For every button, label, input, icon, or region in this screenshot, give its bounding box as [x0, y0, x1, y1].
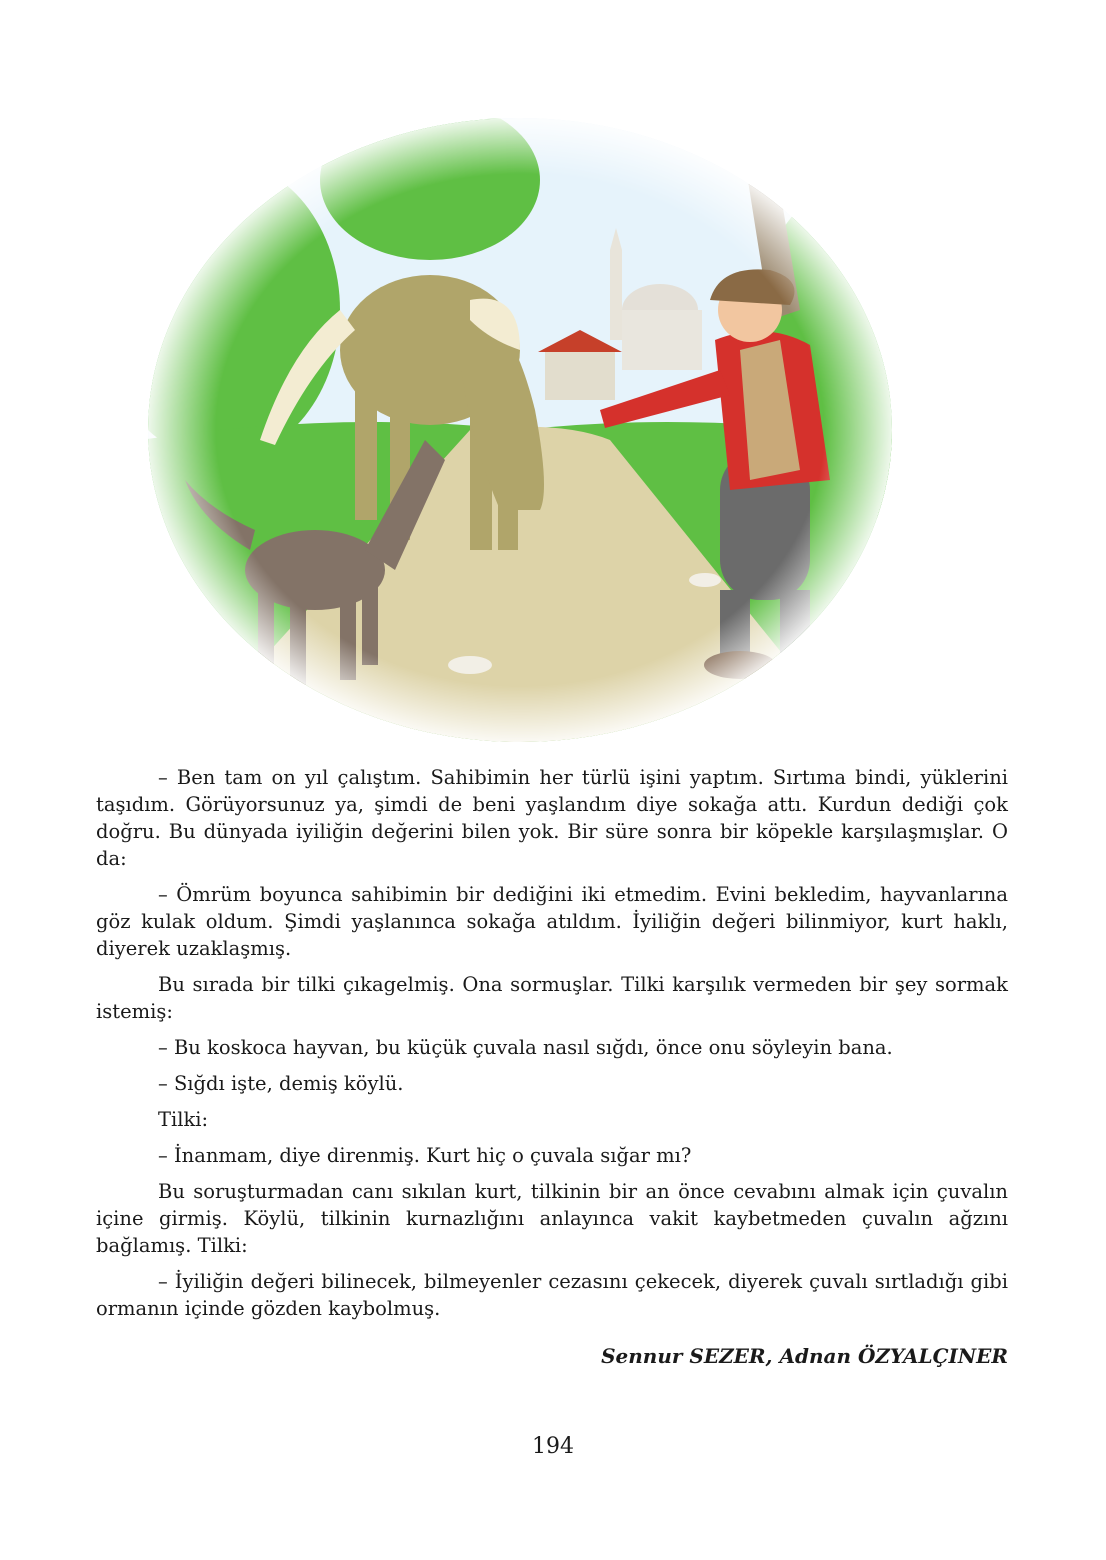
story-paragraph: Tilki: [158, 1108, 209, 1131]
page-number: 194 [532, 1434, 574, 1459]
story-illustration [140, 110, 900, 750]
story-text [96, 764, 1008, 1322]
story-paragraph: Bu soruşturmadan canı sıkılan kurt, tilkinin bir an önce cevabını almak için çuvalın içine girmiş. Köylü, tilkinin kurnazlığını anlayınca vakit kaybetmeden çuvalın ağzını bağlamış. Tilki: [96, 1180, 1008, 1257]
story-paragraph: Bu sırada bir tilki çıkagelmiş. Ona sormuşlar. Tilki karşılık vermeden bir şey sormak istemiş: [96, 973, 1008, 1023]
story-paragraph: – İyiliğin değeri bilinecek, bilmeyenler cezasını çekecek, diyerek çuvalı sırtladığı gibi ormanın içinde gözden kaybolmuş. [96, 1270, 1008, 1320]
story-paragraph: – Ömrüm boyunca sahibimin bir dediğini iki etmedim. Evini bekledim, hayvanlarına göz kulak oldum. Şimdi yaşlanınca sokağa atıldım. İyiliğin değeri bilinmiyor, kurt haklı, diyerek uzaklaşmış. [96, 883, 1008, 960]
author-byline: Sennur SEZER, Adnan ÖZYALÇINER [601, 1344, 1008, 1368]
story-paragraph: – İnanmam, diye direnmiş. Kurt hiç o çuvala sığar mı? [158, 1144, 692, 1167]
story-paragraph: – Sığdı işte, demiş köylü. [158, 1072, 404, 1095]
story-paragraph: – Ben tam on yıl çalıştım. Sahibimin her türlü işini yaptım. Sırtıma bindi, yüklerini taşıdım. Görüyorsunuz ya, şimdi de beni yaşlandım diye sokağa attı. Kurdun dediği çok doğru. Bu dünyada iyiliğin değerini bilen yok. Bir süre sonra bir köpekle karşılaşmışlar. O da: [96, 766, 1008, 870]
story-illustration-icon [140, 110, 900, 750]
story-paragraph: – Bu koskoca hayvan, bu küçük çuvala nasıl sığdı, önce onu söyleyin bana. [158, 1036, 893, 1059]
